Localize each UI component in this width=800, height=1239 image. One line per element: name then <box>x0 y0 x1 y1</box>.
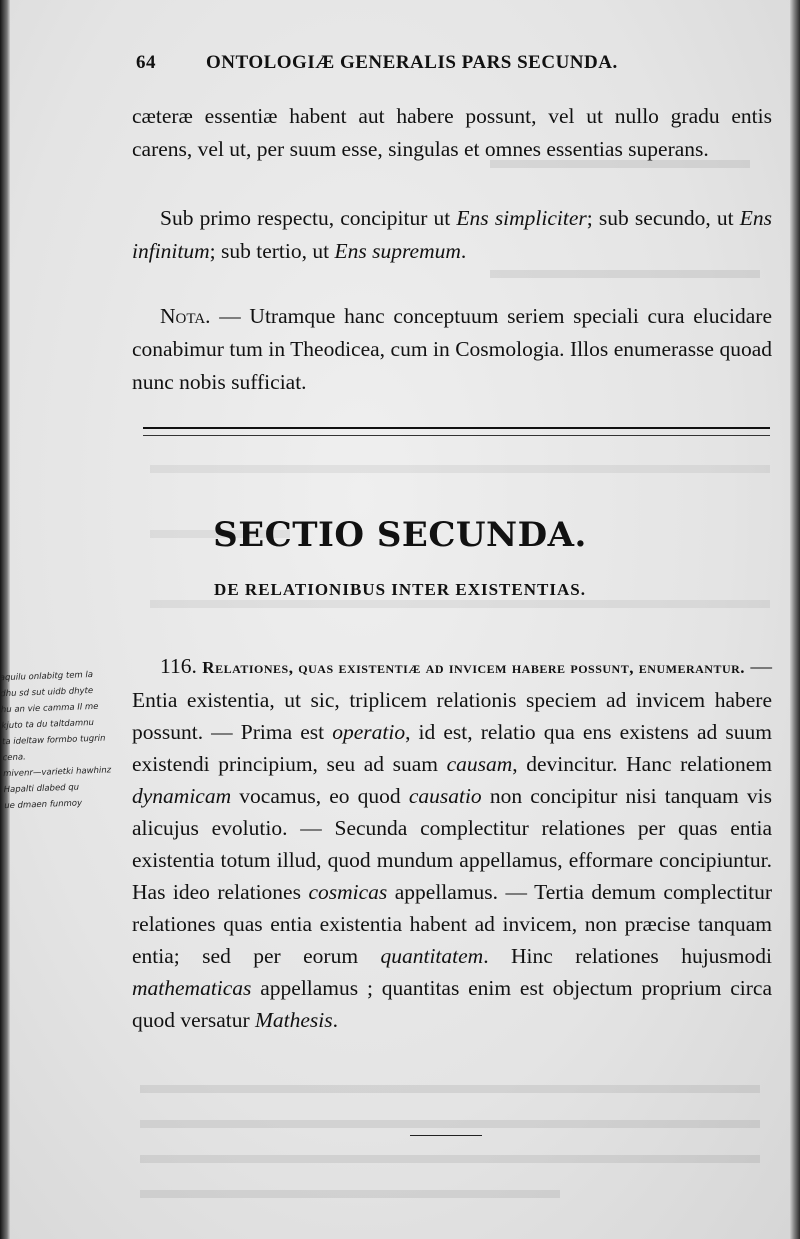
section-divider <box>143 427 770 436</box>
text-run: . Hinc relationes hujusmodi <box>483 944 772 968</box>
running-title: ONTOLOGIÆ GENERALIS PARS SECUNDA. <box>206 52 618 73</box>
emphasis: Ens infinitum <box>132 206 772 263</box>
emphasis: causam <box>446 752 513 776</box>
nota-paragraph <box>132 300 772 399</box>
text-run: — Entia existentia, ut sic, triplicem relationis speciem ad invicem habere possunt. — Prima est <box>132 654 773 744</box>
scan-left-edge <box>0 0 10 1239</box>
handwritten-margin-notes <box>0 666 130 814</box>
emphasis: Ens supremum <box>334 239 461 263</box>
emphasis: quantitatem <box>380 944 484 968</box>
paragraph-heading: Relationes, quas existentiæ ad invicem habere possunt, enumerantur. <box>202 658 746 677</box>
emphasis: mathematicas <box>132 976 252 1000</box>
continued-paragraph <box>132 100 772 166</box>
emphasis: operatio <box>332 720 406 744</box>
text-run: . <box>332 1008 339 1032</box>
text-run: ; sub secundo, ut <box>586 206 740 230</box>
text-run: Sub primo respectu, concipitur ut <box>160 206 457 230</box>
paragraph-116 <box>132 650 772 1036</box>
end-rule <box>410 1135 482 1136</box>
text-run: non concipitur nisi tanquam vis alicujus evolutio. — Secunda complectitur relationes per quas entia existentia totum illud, quod mundum appellamus, efformare concipiuntur. Has ideo relationes <box>132 784 773 904</box>
margin-note-line: aquilu onlabitg tem la <box>0 669 94 684</box>
margin-note-line: hu an vie camma Il me <box>0 701 99 716</box>
bleed-through-line <box>490 270 760 290</box>
section-title: SECTIO SECUNDA. <box>213 515 587 555</box>
margin-note-line: ue dmaen funmoy <box>4 798 83 812</box>
book-page <box>10 0 790 1239</box>
emphasis: causatio <box>408 784 482 808</box>
page-number: 64 <box>136 52 156 73</box>
paragraph-number: 116. <box>160 654 197 678</box>
nota-label: Nota. <box>160 304 211 328</box>
text-run: appellamus ; quantitas enim est objectum proprium circa quod versatur <box>132 976 772 1032</box>
margin-note-line: dhu sd sut uidb dhyte <box>0 685 94 700</box>
bleed-through-line <box>150 600 770 620</box>
margin-note-line: cena. <box>2 752 26 764</box>
bleed-through-line <box>140 1190 560 1210</box>
text-run: , id est, relatio qua ens existens ad suum existendi principium, seu ad suam <box>132 720 772 776</box>
bleed-through-line <box>150 465 770 485</box>
text-run: ; sub tertio, ut <box>209 239 335 263</box>
emphasis: dynamicam <box>132 784 232 808</box>
margin-note-line: ta ideltaw formbo tugrin <box>1 733 106 748</box>
bleed-through-line <box>140 1155 760 1175</box>
scan-right-edge <box>790 0 800 1239</box>
margin-note-line: kjuto ta du taltdamnu <box>1 717 95 732</box>
margin-note-line: mivenr—varietki hawhinz <box>2 765 112 780</box>
section-subtitle: DE RELATIONIBUS INTER EXISTENTIAS. <box>214 580 586 599</box>
respectu-paragraph <box>132 202 772 268</box>
continued-text: cæteræ essentiæ habent aut habere possunt, vel ut nullo gradu entis carens, vel ut, per suum esse, singulas et omnes essentias superans. <box>132 104 772 161</box>
running-head <box>136 52 696 74</box>
margin-note-line: Hapalti dlabed qu <box>3 782 80 796</box>
text-run: . <box>460 239 467 263</box>
nota-text: — Utramque hanc conceptuum seriem speciali cura elucidare conabimur tum in Theodicea, cum in Cosmologia. Illos enumerasse quoad nunc nobis sufficiat. <box>132 304 772 394</box>
emphasis: Ens simpliciter <box>456 206 587 230</box>
text-run: , devincitur. Hanc relationem <box>512 752 772 776</box>
emphasis: cosmicas <box>308 880 388 904</box>
emphasis: Mathesis <box>255 1008 333 1032</box>
text-run: appellamus. — Tertia demum complectitur relationes quas entia existentia habent ad invicem, non præcise tanquam entia; sed per eorum <box>132 880 773 968</box>
bleed-through-line <box>140 1120 760 1140</box>
bleed-through-line <box>140 1085 760 1105</box>
text-run: vocamus, eo quod <box>231 784 409 808</box>
